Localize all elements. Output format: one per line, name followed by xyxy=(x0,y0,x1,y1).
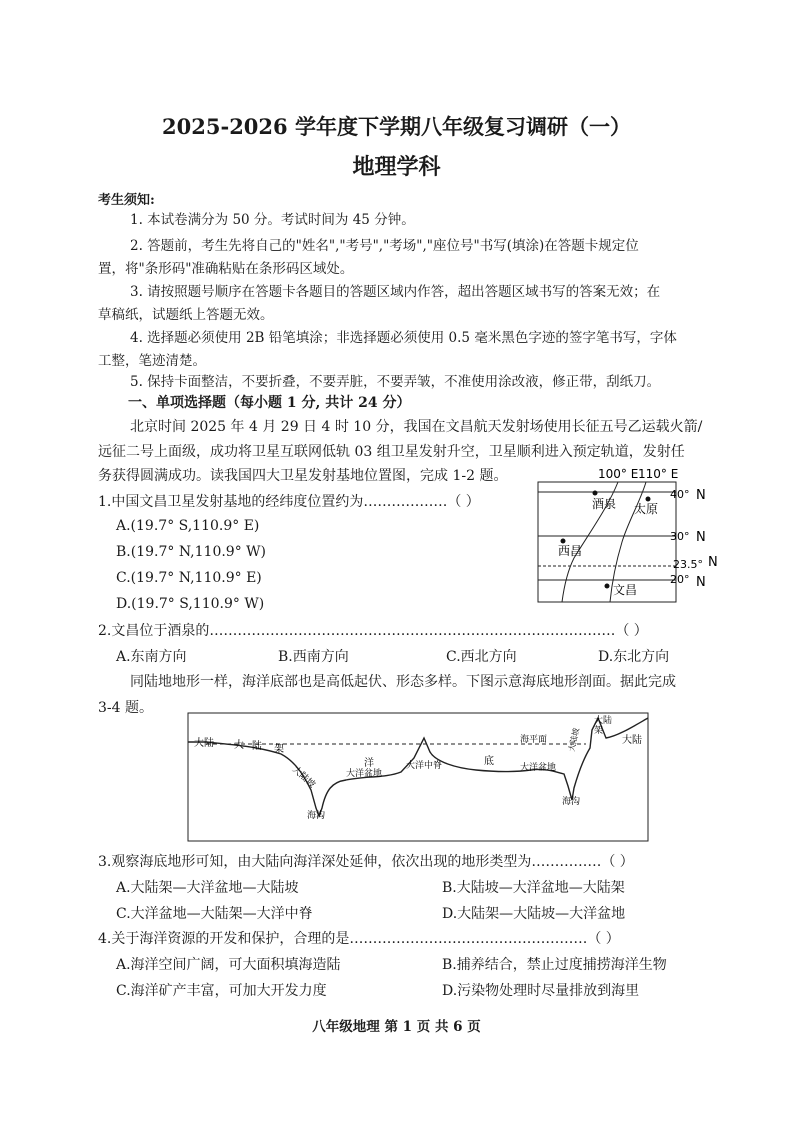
north-label: N xyxy=(708,555,718,570)
label-shelf-1: 大 xyxy=(234,740,244,751)
question-stem: 4.关于海洋资源的开发和保护，合理的是……………………………………………（ ） xyxy=(98,931,620,947)
notice-item: 1. 本试卷满分为 50 分。考试时间为 45 分钟。 xyxy=(130,212,415,228)
question-stem: 1.中国文昌卫星发射基地的经纬度位置约为………………（ ） xyxy=(98,494,480,510)
label-trench-right: 海沟 xyxy=(562,797,581,807)
passage-line: 务获得圆满成功。读我国四大卫星发射基地位置图，完成 1-2 题。 xyxy=(98,468,508,484)
notice-item: 草稿纸，试题纸上答题无效。 xyxy=(98,307,274,323)
subject-title: 地理学科 xyxy=(352,154,441,180)
question-stem: 2.文昌位于酒泉的……………………………………………………………………………（ ） xyxy=(98,623,648,639)
label-shelf-right-2: 架 xyxy=(594,726,604,736)
q3-option-a: A.大陆架—大洋盆地—大陆坡 xyxy=(116,880,299,896)
lat-label-20: 20° xyxy=(670,573,690,586)
label-sea-level: 海平面 xyxy=(520,735,548,745)
site-label-xichang: 西昌 xyxy=(558,544,583,558)
north-label: N xyxy=(696,530,706,545)
lon-label-100: 100° E xyxy=(598,467,639,481)
label-basin-right: 大洋盆地 xyxy=(520,763,557,773)
label-slope-right: 大陆坡 xyxy=(567,727,581,753)
q4-option-a: A.海洋空间广阔，可大面积填海造陆 xyxy=(116,957,341,973)
label-ocean: 洋 xyxy=(364,758,374,769)
notice-item: 工整，笔迹清楚。 xyxy=(98,353,206,369)
q3-option-b: B.大陆坡—大洋盆地—大陆架 xyxy=(442,880,625,896)
passage-line: 远征二号上面级，成功将卫星互联网低轨 03 组卫星发射升空，卫星顺利进入预定轨道，发射任 xyxy=(98,444,685,460)
site-label-jiuquan: 酒泉 xyxy=(592,497,617,511)
site-label-taiyuan: 太原 xyxy=(634,502,659,516)
seafloor-profile-diagram xyxy=(186,712,652,844)
q2-option-b: B.西南方向 xyxy=(278,649,349,665)
label-shelf-2: 陆 xyxy=(252,741,262,752)
launch-site-map xyxy=(530,462,730,608)
notice-item: 4. 选择题必须使用 2B 铅笔填涂；非选择题必须使用 0.5 毫米黑色字迹的签字笔书写，字体 xyxy=(130,330,677,346)
xichang-dot xyxy=(561,539,566,544)
site-label-wenchang: 文昌 xyxy=(613,583,638,597)
north-label: N xyxy=(696,575,706,590)
q1-option-b: B.(19.7° N,110.9° W) xyxy=(116,544,267,560)
question-stem: 3.观察海底地形可知，由大陆向海洋深处延伸，依次出现的地形类型为……………（ ） xyxy=(98,854,634,870)
north-label: N xyxy=(696,488,706,503)
q2-option-d: D.东北方向 xyxy=(598,649,670,665)
notice-heading: 考生须知: xyxy=(98,193,155,208)
lon-label-110: 110° E xyxy=(638,467,679,481)
q1-option-a: A.(19.7° S,110.9° E) xyxy=(116,518,260,534)
q1-option-c: C.(19.7° N,110.9° E) xyxy=(116,570,262,586)
q3-option-c: C.大洋盆地—大陆架—大洋中脊 xyxy=(116,906,313,922)
notice-item: 3. 请按照题号顺序在答题卡各题目的答题区域内作答，超出答题区域书写的答案无效；在 xyxy=(130,284,661,300)
passage-line: 同陆地地形一样，海洋底部也是高低起伏、形态多样。下图示意海底地形剖面。据此完成 xyxy=(130,674,676,690)
q4-option-d: D.污染物处理时尽量排放到海里 xyxy=(442,983,640,999)
taiyuan-dot xyxy=(646,497,651,502)
label-trench-left: 海沟 xyxy=(307,811,326,821)
label-shelf-3: 架 xyxy=(274,744,284,755)
page-footer: 八年级地理 第 1 页 共 6 页 xyxy=(312,1019,481,1035)
lat-label-30: 30° xyxy=(670,530,690,543)
q2-option-c: C.西北方向 xyxy=(446,649,517,665)
label-shelf-right-1: 大陆 xyxy=(594,716,613,726)
wenchang-dot xyxy=(605,584,610,589)
passage-line: 3-4 题。 xyxy=(98,700,153,716)
lat-label-40: 40° xyxy=(670,488,690,501)
q4-option-c: C.海洋矿产丰富，可加大开发力度 xyxy=(116,983,327,999)
notice-item: 2. 答题前，考生先将自己的"姓名","考号","考场","座位号"书写(填涂)在答题卡规定位 xyxy=(130,238,639,254)
section-heading: 一、单项选择题（每小题 1 分, 共计 24 分） xyxy=(128,395,411,411)
label-slope-left: 大陆坡 xyxy=(289,764,317,791)
label-floor: 底 xyxy=(484,756,494,767)
notice-item: 5. 保持卡面整洁，不要折叠，不要弄脏，不要弄皱，不准使用涂改液，修正带，刮纸刀。 xyxy=(130,374,661,390)
q3-option-d: D.大陆架—大陆坡—大洋盆地 xyxy=(442,906,626,922)
label-ridge: 大洋中脊 xyxy=(406,761,443,771)
passage-line: 北京时间 2025 年 4 月 29 日 4 时 10 分，我国在文昌航天发射场使用长征五号乙运载火箭/ xyxy=(130,419,703,435)
notice-item: 置，将"条形码"准确粘贴在条形码区域处。 xyxy=(98,261,354,277)
jiuquan-dot xyxy=(593,491,598,496)
label-continent-right: 大陆 xyxy=(622,735,642,746)
q2-option-a: A.东南方向 xyxy=(116,649,187,665)
lat-label-23: 23.5° xyxy=(673,558,703,571)
q4-option-b: B.捕养结合，禁止过度捕捞海洋生物 xyxy=(442,957,667,973)
q1-option-d: D.(19.7° S,110.9° W) xyxy=(116,596,265,612)
label-basin-left: 大洋盆地 xyxy=(346,769,383,779)
label-continent-left: 大陆 xyxy=(194,738,214,749)
exam-title: 2025-2026 学年度下学期八年级复习调研（一） xyxy=(162,114,631,139)
